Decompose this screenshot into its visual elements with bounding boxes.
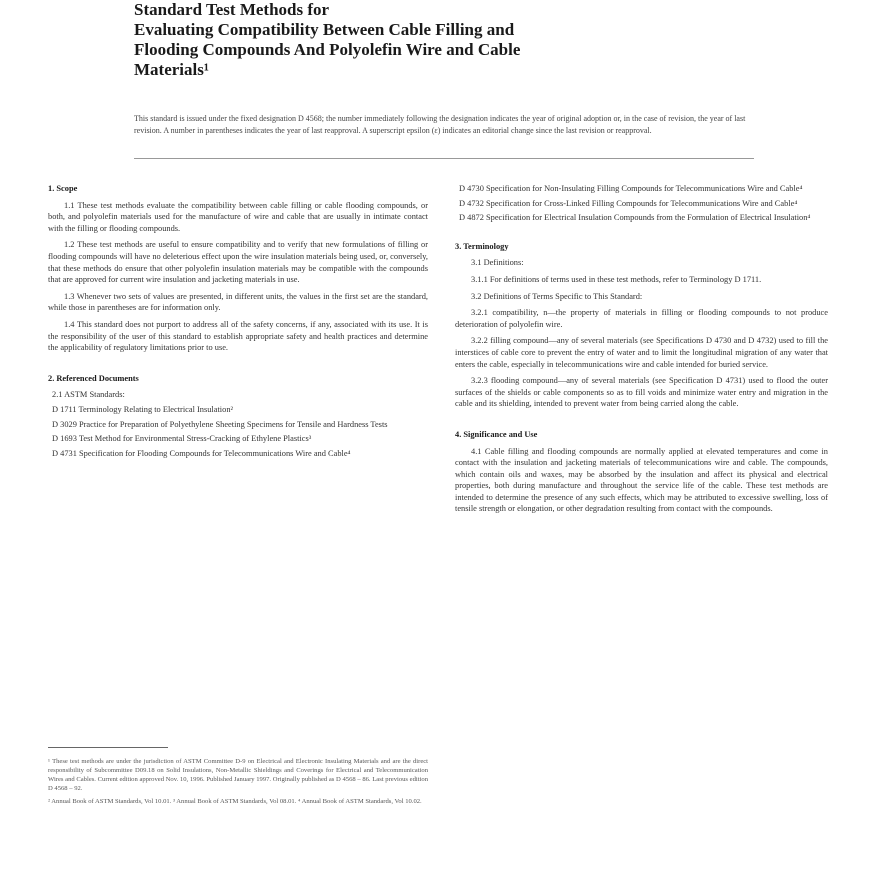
reference-item: D 1693 Test Method for Environmental Stress-Cracking of Ethylene Plastics³ [52,434,312,444]
title-line: Standard Test Methods for [134,0,330,19]
title-line: Flooding Compounds And Polyolefin Wire and Cable [134,40,521,59]
scope-paragraph: 1.4 This standard does not purport to address all of the safety concerns, if any, associated with its use. It is the responsibility of the user of this standard to establish appropriate safety and health practices and determine the applicability of regulatory limitations prior to use. [48,319,428,353]
footnote-divider [48,747,168,748]
reference-item: D 3029 Practice for Preparation of Polyethylene Sheeting Specimens for Tensile and Hardness Tests [52,419,388,429]
right-column [455,183,828,520]
terminology-paragraph: 3.1 Definitions: [471,258,524,268]
terminology-paragraph: 3.2 Definitions of Terms Specific to This Standard: [471,291,643,301]
scope-paragraph: 1.2 These test methods are useful to ensure compatibility and to verify that new formulations of filling or flooding compounds will have no deleterious effect upon the wire insulation materials being used, or, conversely, that these methods do ensure that other polyolefin insulation materials may be compatible with the compounds that are approved for current wire insulation and jacketing materials in use. [48,240,428,285]
scope-paragraph: 1.1 These test methods evaluate the compatibility between cable filling or cable flooding compounds, or both, and polyolefin materials used for the manufacture of wire and cable that are usually in intimate contact with the filling or flooding compounds. [48,200,428,233]
reference-item: D 4872 Specification for Electrical Insulation Compounds from the Formulation of Electrical Insulation⁴ [459,213,811,223]
section-heading-scope: 1. Scope [48,184,78,193]
reference-item: D 4731 Specification for Flooding Compounds for Telecommunications Wire and Cable⁴ [52,448,351,458]
abstract: This standard is issued under the fixed designation D 4568; the number immediately following the designation indicates the year of original adoption or, in the case of revision, the year of last revision. A number in parentheses indicates the year of last reapproval. A superscript epsilon (ε) indicates an editorial change since the last revision or reapproval. [134,114,746,135]
header-divider [134,158,754,159]
terminology-paragraph: 3.1.1 For definitions of terms used in these test methods, refer to Terminology D 1711. [471,274,762,284]
document-title [134,0,734,80]
reference-item: D 1711 Terminology Relating to Electrical Insulation² [52,404,234,414]
significance-paragraph: 4.1 Cable filling and flooding compounds are normally applied at elevated temperatures and come in contact with the insulation and jacketing materials of telecommunications wire and cable. The compounds, which contain oils and waxes, may be absorbed by the insulation and affect its physical and electrical properties, both during manufacture and throughout the service life of the cable. These test methods are intended to determine the presence of any such effects, which may be attributed to excessive swelling, loss of tensile strength or elongation, or other degradation resulting from contact with the compounds. [455,446,828,514]
footnotes [48,757,428,810]
terminology-paragraph: 3.2.2 filling compound—any of several materials (see Specifications D 4730 and D 4732) used to fill the interstices of cable core to prevent the entry of water and to limit the longitudinal migration of any water that enters the cable, especially in telecommunications wire and cable intended for buried service. [455,336,828,369]
footnote: ¹ These test methods are under the jurisdiction of ASTM Committee D-9 on Electrical and Electronic Insulating Materials and are the direct responsibility of Subcommittee D09.18 on Solid Insulations, Non-Metallic Shieldings and Coverings for Electrical and Telecommunication Wires and Cables. Current edition approved Nov. 10, 1996. Published January 1997. Originally published as D 4568 – 86. Last previous edition D 4568 – 92. [48,758,428,792]
footnote: ² Annual Book of ASTM Standards, Vol 10.01. ³ Annual Book of ASTM Standards, Vol 08.01. ⁴ Annual Book of ASTM Standards, Vol 10.02. [48,798,422,805]
left-column [48,183,428,462]
section-heading-significance: 4. Significance and Use [455,429,538,439]
section-heading-references: 2. Referenced Documents [48,373,139,383]
terminology-paragraph: 3.2.1 compatibility, n—the property of materials in filling or flooding compounds to not produce deterioration of polyolefin wire. [455,308,828,329]
section-heading-terminology: 3. Terminology [455,241,509,251]
title-line: Evaluating Compatibility Between Cable Filling and [134,20,515,39]
title-line: Materials¹ [134,60,209,79]
reference-item: D 4732 Specification for Cross-Linked Filling Compounds for Telecommunications Wire and Cable⁴ [459,198,798,208]
scope-paragraph: 1.3 Whenever two sets of values are presented, in different units, the values in the first set are the standard, while those in parentheses are for information only. [48,291,428,313]
reference-item: 2.1 ASTM Standards: [52,390,125,400]
terminology-paragraph: 3.2.3 flooding compound—any of several materials (see Specification D 4731) used to flood the outer surfaces of the shields or cable components so as to fill voids and minimize water entry and migration in the cable and its shielding, intended to prevent water from being carried along the cable. [455,376,828,409]
reference-item: D 4730 Specification for Non-Insulating Filling Compounds for Telecommunications Wire and Cable⁴ [459,184,803,193]
